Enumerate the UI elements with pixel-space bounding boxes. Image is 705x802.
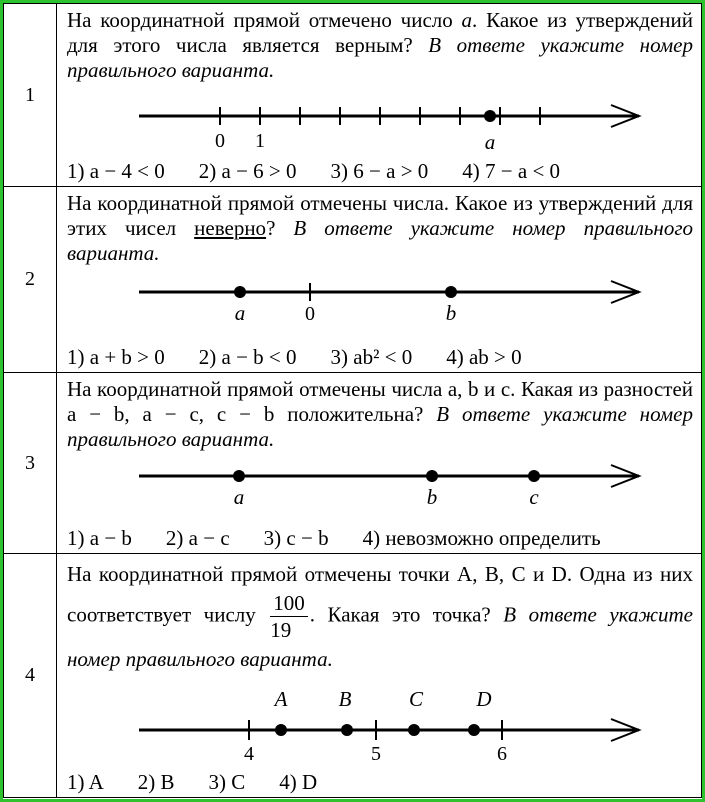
task-row-3 <box>4 373 702 554</box>
point-label-a: a <box>233 485 245 509</box>
number-line-2 <box>135 280 705 330</box>
question-text: На координатной прямой отмечено число a. Какое из утверждений для этого числа является верным? В ответе укажите номер правильного варианта. <box>67 8 693 82</box>
task-number: 1 <box>4 4 57 187</box>
task-number: 4 <box>4 554 57 798</box>
option-2[interactable]: 2) a − c <box>165 526 230 550</box>
fraction: $\frac{100}{19}$ <box>270 590 308 643</box>
point-b <box>426 470 438 482</box>
option-4[interactable]: 4) невозможно определить <box>362 526 601 550</box>
option-2[interactable]: 2) a − 6 > 0 <box>198 159 297 183</box>
answer-options <box>67 345 556 370</box>
option-3[interactable]: 3) c − b <box>263 526 329 550</box>
tick-label-6: 6 <box>497 743 507 764</box>
tick-label-0: 0 <box>215 130 225 151</box>
answer-options <box>67 526 601 551</box>
answer-options <box>67 770 351 795</box>
task-body <box>57 187 702 373</box>
tick-label-1: 1 <box>255 130 265 151</box>
option-4[interactable]: 4) 7 − a < 0 <box>462 159 561 183</box>
number-line-3 <box>135 464 705 514</box>
task-number: 2 <box>4 187 57 373</box>
option-4[interactable]: 4) D <box>279 770 318 794</box>
tick-label-5: 5 <box>371 743 381 764</box>
point-label-A: A <box>274 687 288 711</box>
task-body <box>57 4 702 187</box>
point-B <box>341 724 353 736</box>
option-2[interactable]: 2) a − b < 0 <box>198 345 297 369</box>
option-1[interactable]: 1) a − b <box>67 526 132 550</box>
point-C <box>408 724 420 736</box>
task-body <box>57 554 702 798</box>
tick-label-0: 0 <box>305 303 315 325</box>
task-row-1 <box>4 4 702 187</box>
option-4[interactable]: 4) ab > 0 <box>446 345 522 369</box>
option-1[interactable]: 1) a − 4 < 0 <box>67 159 165 183</box>
option-2[interactable]: 2) B <box>137 770 175 794</box>
point-b <box>445 286 457 298</box>
task-number: 3 <box>4 373 57 554</box>
point-label-a: a <box>234 301 246 325</box>
point-D <box>468 724 480 736</box>
number-line-1 <box>135 101 705 151</box>
option-1[interactable]: 1) a + b > 0 <box>67 345 165 369</box>
tasks-table <box>3 3 702 798</box>
number-line-4 <box>135 684 705 764</box>
task-row-4 <box>4 554 702 798</box>
option-3[interactable]: 3) 6 − a > 0 <box>330 159 429 183</box>
point-a <box>233 470 245 482</box>
point-label-a: a <box>484 130 496 151</box>
point-label-D: D <box>476 687 492 711</box>
point-c <box>528 470 540 482</box>
option-3[interactable]: 3) C <box>208 770 246 794</box>
task-row-2 <box>4 187 702 373</box>
point-A <box>275 724 287 736</box>
point-a <box>484 110 496 122</box>
question-text: На координатной прямой отмечены числа. Какое из утверждений для этих чисел неверно? В ответе укажите номер правильного варианта. <box>67 191 694 265</box>
task-body <box>57 373 702 554</box>
tick-label-4: 4 <box>244 743 254 764</box>
point-label-c: c <box>529 485 539 509</box>
question-text: На координатной прямой отмечены точки A, B, C и D. Одна из них соответствует числу $\frac{100}{19}$ . Какая это точка? В ответе укажите номер правильного варианта. <box>67 562 694 671</box>
point-label-b: b <box>445 301 457 325</box>
point-label-B: B <box>338 687 352 711</box>
option-1[interactable]: 1) A <box>67 770 104 794</box>
point-label-b: b <box>426 485 438 509</box>
answer-options <box>67 159 594 184</box>
question-text: На координатной прямой отмечены числа a, b и c. Какая из разностей a − b, a − c, c − b положительна? В ответе укажите номер правильного варианта. <box>67 377 693 451</box>
point-label-C: C <box>408 687 424 711</box>
point-a <box>234 286 246 298</box>
option-3[interactable]: 3) ab² < 0 <box>330 345 413 369</box>
